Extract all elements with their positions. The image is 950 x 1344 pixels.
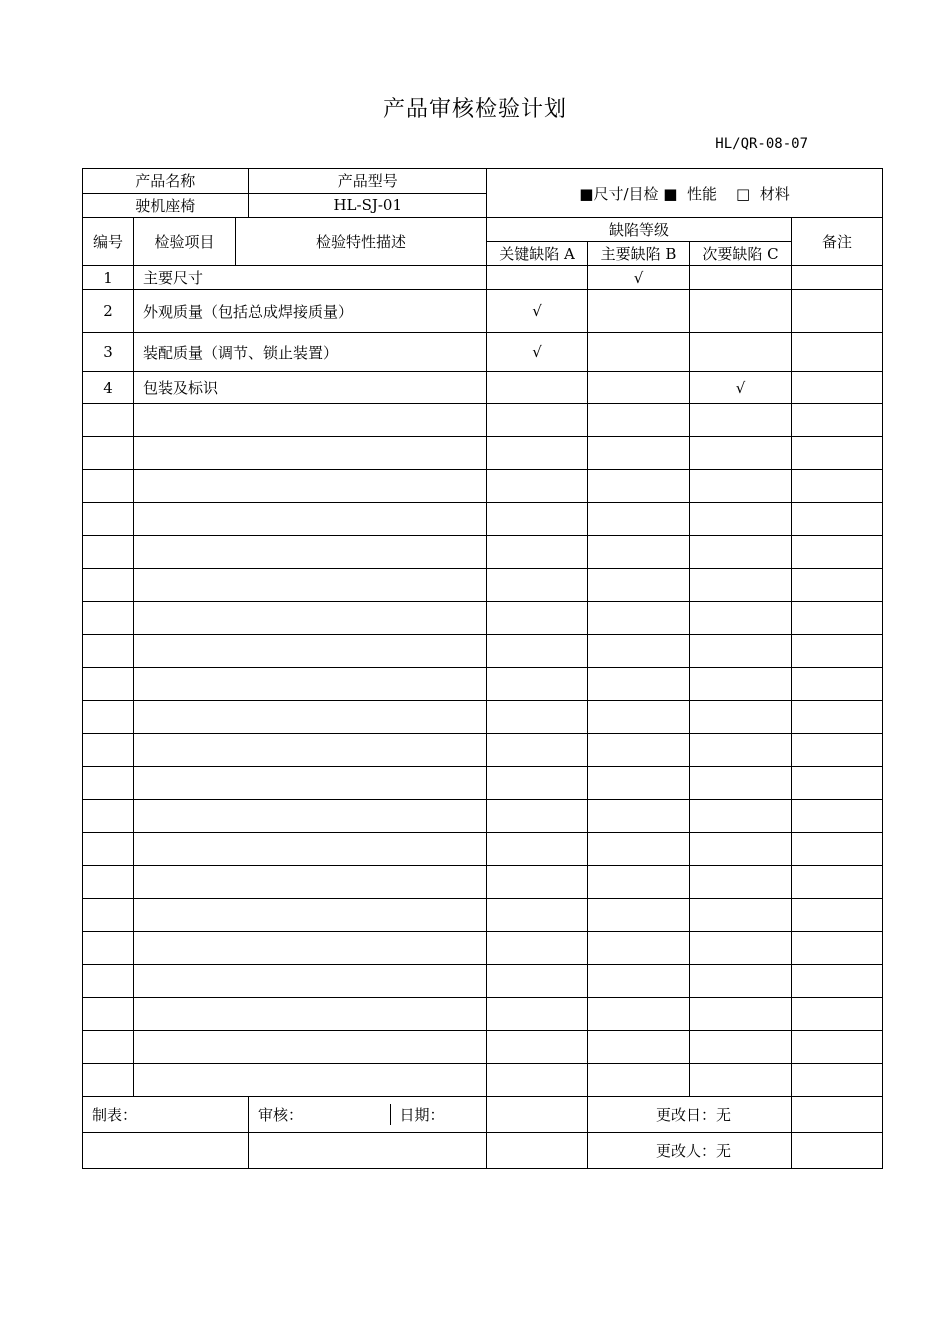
empty-row	[83, 470, 883, 503]
check-types: ■尺寸/目检 ■ 性能 □ 材料	[487, 169, 883, 218]
empty-row	[83, 569, 883, 602]
table-row	[83, 333, 883, 372]
header-remark: 备注	[792, 218, 883, 266]
row-major	[588, 372, 690, 404]
row-item: 外观质量（包括总成焊接质量）	[134, 290, 487, 333]
row-major	[588, 290, 690, 333]
row-remark	[792, 333, 883, 372]
change-date: 更改日：无	[588, 1097, 792, 1133]
row-critical: √	[487, 290, 588, 333]
empty-row	[83, 1064, 883, 1097]
empty-row	[83, 536, 883, 569]
row-item: 装配质量（调节、锁止装置）	[134, 333, 487, 372]
empty-row	[83, 998, 883, 1031]
empty-row	[83, 668, 883, 701]
row-critical	[487, 372, 588, 404]
empty-row	[83, 800, 883, 833]
empty-row	[83, 899, 883, 932]
review-date-cell	[249, 1097, 487, 1133]
row-item: 主要尺寸	[134, 266, 487, 290]
product-model-value: HL-SJ-01	[248, 193, 487, 217]
product-info-cell	[83, 169, 487, 218]
row-minor	[690, 266, 792, 290]
empty-row	[83, 833, 883, 866]
row-remark	[792, 290, 883, 333]
empty-row	[83, 503, 883, 536]
row-remark	[792, 266, 883, 290]
row-no: 2	[83, 290, 134, 333]
product-name-label: 产品名称	[135, 172, 196, 191]
inspection-plan-table	[82, 168, 883, 1169]
empty-row	[83, 1031, 883, 1064]
row-minor	[690, 290, 792, 333]
table-row	[83, 290, 883, 333]
footer-row	[83, 1097, 883, 1133]
row-critical	[487, 266, 588, 290]
row-minor: √	[690, 372, 792, 404]
product-name-value: 驶机座椅	[83, 193, 248, 217]
footer-row	[83, 1133, 883, 1169]
empty-row	[83, 932, 883, 965]
row-no: 3	[83, 333, 134, 372]
empty-row	[83, 437, 883, 470]
empty-row	[83, 965, 883, 998]
footer-blank	[792, 1097, 883, 1133]
header-item: 检验项目	[134, 218, 236, 266]
empty-row	[83, 602, 883, 635]
date-value	[487, 1097, 588, 1133]
header-desc: 检验特性描述	[236, 218, 487, 266]
empty-row	[83, 767, 883, 800]
date-label: 日期：	[390, 1104, 487, 1125]
row-remark	[792, 372, 883, 404]
made-by-label: 制表：	[83, 1097, 249, 1133]
header-defect-level: 缺陷等级	[487, 218, 792, 242]
empty-row	[83, 404, 883, 437]
reviewed-by-label: 审核：	[258, 1106, 304, 1124]
document-code: HL/QR-08-07	[715, 136, 808, 152]
row-major: √	[588, 266, 690, 290]
row-critical: √	[487, 333, 588, 372]
row-minor	[690, 333, 792, 372]
document-title: 产品审核检验计划	[382, 97, 567, 122]
table-row	[83, 372, 883, 404]
product-model-label: 产品型号	[248, 169, 487, 193]
empty-row	[83, 866, 883, 899]
changed-by: 更改人：无	[588, 1133, 792, 1169]
table-row	[83, 266, 883, 290]
empty-row	[83, 734, 883, 767]
row-no: 4	[83, 372, 134, 404]
header-major: 主要缺陷 B	[588, 242, 690, 266]
row-item: 包装及标识	[134, 372, 487, 404]
header-no: 编号	[83, 218, 134, 266]
header-critical: 关键缺陷 A	[487, 242, 588, 266]
empty-row	[83, 635, 883, 668]
empty-row	[83, 701, 883, 734]
row-major	[588, 333, 690, 372]
row-no: 1	[83, 266, 134, 290]
header-minor: 次要缺陷 C	[690, 242, 792, 266]
